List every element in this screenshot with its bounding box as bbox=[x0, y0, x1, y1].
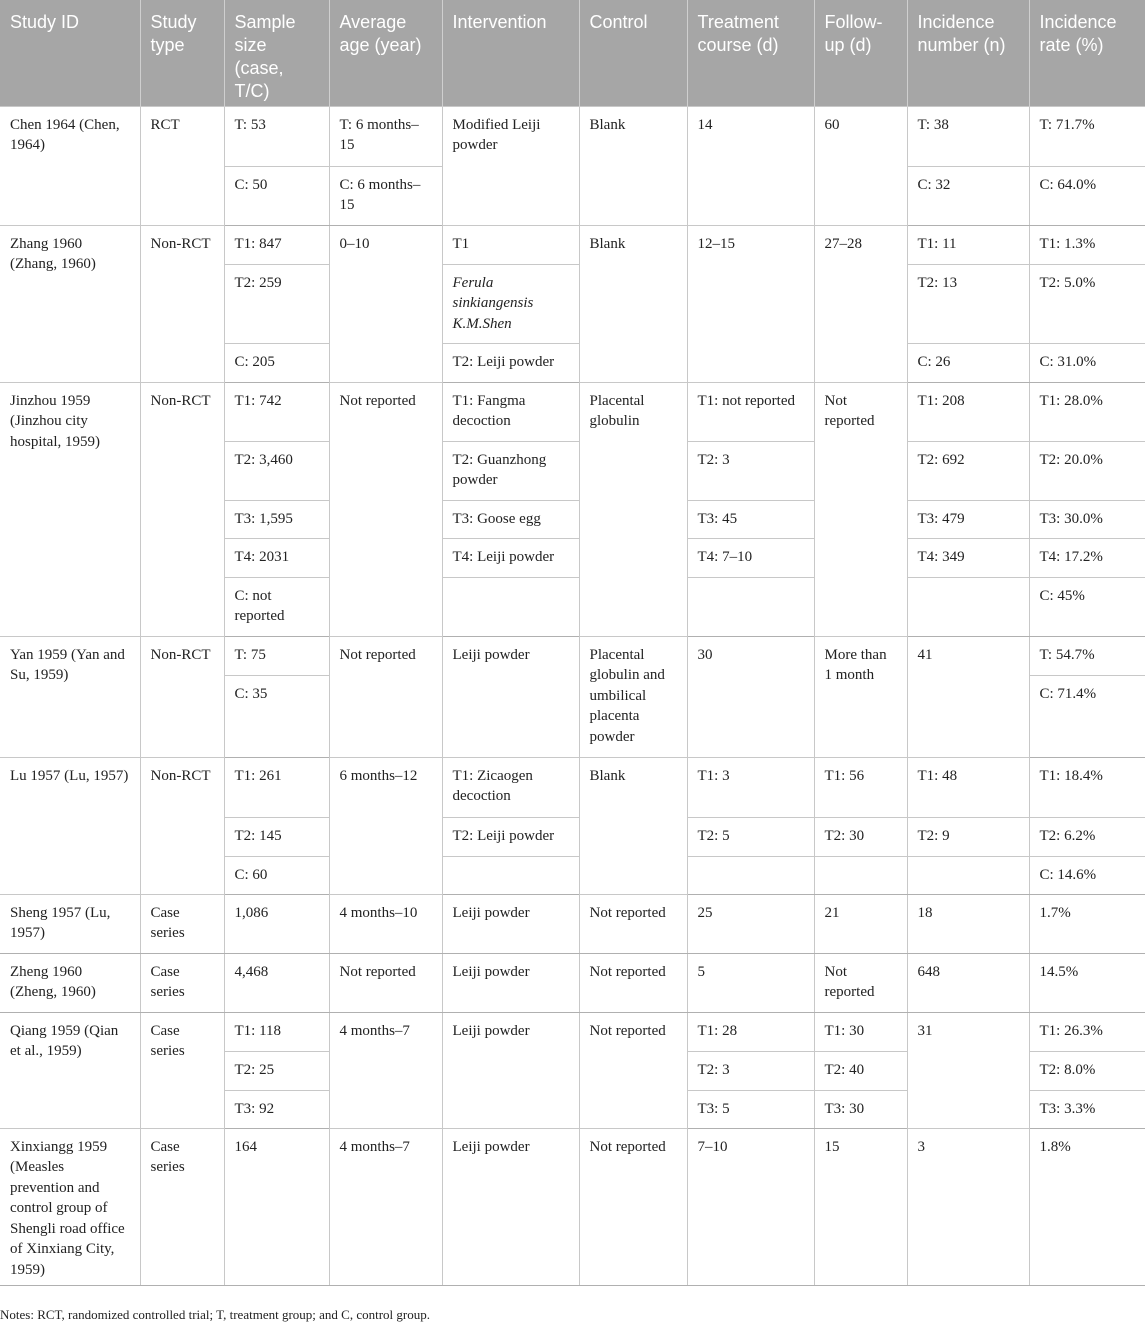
cell-control: Blank bbox=[579, 106, 687, 225]
cell-course: 12–15 bbox=[687, 225, 814, 382]
cell-rate: C: 64.0% bbox=[1029, 166, 1145, 225]
cell-rate: T: 54.7% bbox=[1029, 636, 1145, 675]
header-study-type: Study type bbox=[140, 0, 224, 106]
cell-intervention: Ferula sinkiangensis K.M.Shen bbox=[442, 264, 579, 343]
cell-number: 648 bbox=[907, 953, 1029, 1012]
cell-study-id: Zheng 1960 (Zheng, 1960) bbox=[0, 953, 140, 1012]
cell-sample: C: not reported bbox=[224, 577, 329, 636]
cell-age: Not reported bbox=[329, 953, 442, 1012]
cell-study-id: Sheng 1957 (Lu, 1957) bbox=[0, 894, 140, 953]
cell-intervention: T1: Zicaogen decoction bbox=[442, 757, 579, 817]
cell-intervention: Leiji powder bbox=[442, 894, 579, 953]
cell-study-type: Case series bbox=[140, 1012, 224, 1128]
cell-study-id: Chen 1964 (Chen, 1964) bbox=[0, 106, 140, 225]
cell-sample: 4,468 bbox=[224, 953, 329, 1012]
cell-number: 18 bbox=[907, 894, 1029, 953]
cell-rate: 14.5% bbox=[1029, 953, 1145, 1012]
cell-followup: T1: 30 bbox=[814, 1012, 907, 1051]
cell-sample: T3: 92 bbox=[224, 1090, 329, 1128]
header-average-age: Average age (year) bbox=[329, 0, 442, 106]
cell-rate: T: 71.7% bbox=[1029, 106, 1145, 166]
cell-sample: T1: 847 bbox=[224, 225, 329, 264]
cell-study-type: Case series bbox=[140, 953, 224, 1012]
cell-study-type: Non-RCT bbox=[140, 757, 224, 894]
cell-control: Not reported bbox=[579, 953, 687, 1012]
cell-control: Not reported bbox=[579, 894, 687, 953]
cell-number: T3: 479 bbox=[907, 500, 1029, 538]
cell-intervention: Leiji powder bbox=[442, 1012, 579, 1128]
cell-number: T2: 13 bbox=[907, 264, 1029, 343]
cell-intervention: T1 bbox=[442, 225, 579, 264]
cell-followup: T3: 30 bbox=[814, 1090, 907, 1128]
cell-control: Blank bbox=[579, 757, 687, 894]
cell-intervention bbox=[442, 856, 579, 894]
cell-rate: T2: 5.0% bbox=[1029, 264, 1145, 343]
cell-sample: C: 50 bbox=[224, 166, 329, 225]
cell-sample: T1: 118 bbox=[224, 1012, 329, 1051]
cell-study-type: RCT bbox=[140, 106, 224, 225]
cell-intervention: Leiji powder bbox=[442, 1128, 579, 1285]
table-row bbox=[0, 636, 1145, 675]
cell-number: T2: 692 bbox=[907, 441, 1029, 500]
cell-age: T: 6 months–15 bbox=[329, 106, 442, 166]
cell-rate: T4: 17.2% bbox=[1029, 538, 1145, 577]
cell-sample: C: 205 bbox=[224, 343, 329, 382]
cell-rate: T2: 20.0% bbox=[1029, 441, 1145, 500]
cell-number: T2: 9 bbox=[907, 817, 1029, 856]
cell-rate: C: 71.4% bbox=[1029, 675, 1145, 757]
cell-control: Not reported bbox=[579, 1128, 687, 1285]
cell-age: 4 months–10 bbox=[329, 894, 442, 953]
cell-rate: C: 45% bbox=[1029, 577, 1145, 636]
cell-intervention: T2: Leiji powder bbox=[442, 817, 579, 856]
cell-course: T3: 5 bbox=[687, 1090, 814, 1128]
cell-intervention: T1: Fangma decoction bbox=[442, 382, 579, 441]
cell-followup: T1: 56 bbox=[814, 757, 907, 817]
cell-number: T1: 11 bbox=[907, 225, 1029, 264]
header-follow-up: Follow-up (d) bbox=[814, 0, 907, 106]
header-incidence-rate: Incidence rate (%) bbox=[1029, 0, 1145, 106]
cell-course: T1: not reported bbox=[687, 382, 814, 441]
cell-number: C: 32 bbox=[907, 166, 1029, 225]
cell-control: Placental globulin bbox=[579, 382, 687, 636]
cell-sample: 164 bbox=[224, 1128, 329, 1285]
cell-study-id: Qiang 1959 (Qian et al., 1959) bbox=[0, 1012, 140, 1128]
cell-sample: C: 60 bbox=[224, 856, 329, 894]
cell-course: 5 bbox=[687, 953, 814, 1012]
cell-followup: 21 bbox=[814, 894, 907, 953]
cell-intervention: Modified Leiji powder bbox=[442, 106, 579, 225]
cell-age: 4 months–7 bbox=[329, 1012, 442, 1128]
cell-course: 14 bbox=[687, 106, 814, 225]
header-treatment-course: Treatment course (d) bbox=[687, 0, 814, 106]
cell-intervention: Leiji powder bbox=[442, 953, 579, 1012]
cell-sample: T3: 1,595 bbox=[224, 500, 329, 538]
cell-study-id: Jinzhou 1959 (Jinzhou city hospital, 1959) bbox=[0, 382, 140, 636]
cell-number: T4: 349 bbox=[907, 538, 1029, 577]
table-row bbox=[0, 225, 1145, 264]
header-control: Control bbox=[579, 0, 687, 106]
table-notes: Notes: RCT, randomized controlled trial; T, treatment group; and C, control group. bbox=[0, 1307, 430, 1322]
cell-control: Placental globulin and umbilical placenta powder bbox=[579, 636, 687, 757]
cell-rate: T3: 3.3% bbox=[1029, 1090, 1145, 1128]
cell-study-type: Non-RCT bbox=[140, 382, 224, 636]
cell-followup: 27–28 bbox=[814, 225, 907, 382]
cell-study-id: Zhang 1960 (Zhang, 1960) bbox=[0, 225, 140, 382]
table-row bbox=[0, 1012, 1145, 1051]
header-intervention: Intervention bbox=[442, 0, 579, 106]
header-incidence-number: Incidence number (n) bbox=[907, 0, 1029, 106]
header-sample-size: Sample size (case, T/C) bbox=[224, 0, 329, 106]
cell-sample: T2: 25 bbox=[224, 1051, 329, 1090]
table-row bbox=[0, 953, 1145, 1012]
cell-course bbox=[687, 856, 814, 894]
cell-course: T2: 3 bbox=[687, 1051, 814, 1090]
cell-age: Not reported bbox=[329, 382, 442, 636]
cell-number: C: 26 bbox=[907, 343, 1029, 382]
cell-number: T1: 48 bbox=[907, 757, 1029, 817]
cell-age: C: 6 months–15 bbox=[329, 166, 442, 225]
cell-rate: T2: 6.2% bbox=[1029, 817, 1145, 856]
header-study-id: Study ID bbox=[0, 0, 140, 106]
cell-sample: 1,086 bbox=[224, 894, 329, 953]
cell-number bbox=[907, 577, 1029, 636]
cell-rate: C: 31.0% bbox=[1029, 343, 1145, 382]
cell-intervention bbox=[442, 577, 579, 636]
cell-intervention: T2: Guanzhong powder bbox=[442, 441, 579, 500]
cell-age: 4 months–7 bbox=[329, 1128, 442, 1285]
table-row bbox=[0, 894, 1145, 953]
cell-course: 25 bbox=[687, 894, 814, 953]
cell-number: 31 bbox=[907, 1012, 1029, 1128]
cell-rate: T3: 30.0% bbox=[1029, 500, 1145, 538]
cell-sample: T2: 145 bbox=[224, 817, 329, 856]
cell-rate: 1.7% bbox=[1029, 894, 1145, 953]
cell-sample: T2: 259 bbox=[224, 264, 329, 343]
cell-intervention: T3: Goose egg bbox=[442, 500, 579, 538]
header-row bbox=[0, 0, 1145, 106]
cell-followup: Not reported bbox=[814, 953, 907, 1012]
cell-rate: T2: 8.0% bbox=[1029, 1051, 1145, 1090]
cell-rate: T1: 1.3% bbox=[1029, 225, 1145, 264]
cell-course: 7–10 bbox=[687, 1128, 814, 1285]
cell-study-type: Non-RCT bbox=[140, 225, 224, 382]
cell-sample: T4: 2031 bbox=[224, 538, 329, 577]
cell-followup: Not reported bbox=[814, 382, 907, 636]
cell-study-type: Non-RCT bbox=[140, 636, 224, 757]
cell-rate: T1: 26.3% bbox=[1029, 1012, 1145, 1051]
cell-rate: T1: 28.0% bbox=[1029, 382, 1145, 441]
cell-study-id: Xinxiangg 1959 (Measles prevention and control group of Shengli road office of Xinxiang City, 1959) bbox=[0, 1128, 140, 1285]
cell-followup: 60 bbox=[814, 106, 907, 225]
cell-intervention: T2: Leiji powder bbox=[442, 343, 579, 382]
cell-course bbox=[687, 577, 814, 636]
cell-course: T1: 3 bbox=[687, 757, 814, 817]
table-row bbox=[0, 1128, 1145, 1285]
cell-sample: T1: 261 bbox=[224, 757, 329, 817]
cell-study-id: Lu 1957 (Lu, 1957) bbox=[0, 757, 140, 894]
cell-control: Not reported bbox=[579, 1012, 687, 1128]
cell-intervention: T4: Leiji powder bbox=[442, 538, 579, 577]
cell-sample: C: 35 bbox=[224, 675, 329, 757]
cell-age: Not reported bbox=[329, 636, 442, 757]
cell-number: T1: 208 bbox=[907, 382, 1029, 441]
cell-followup: T2: 40 bbox=[814, 1051, 907, 1090]
cell-followup bbox=[814, 856, 907, 894]
cell-course: T1: 28 bbox=[687, 1012, 814, 1051]
cell-rate: 1.8% bbox=[1029, 1128, 1145, 1285]
table-row bbox=[0, 382, 1145, 441]
cell-number: 3 bbox=[907, 1128, 1029, 1285]
cell-course: T2: 5 bbox=[687, 817, 814, 856]
cell-number: T: 38 bbox=[907, 106, 1029, 166]
cell-control: Blank bbox=[579, 225, 687, 382]
cell-followup: 15 bbox=[814, 1128, 907, 1285]
cell-number bbox=[907, 856, 1029, 894]
cell-age: 0–10 bbox=[329, 225, 442, 382]
cell-course: T4: 7–10 bbox=[687, 538, 814, 577]
cell-sample: T: 75 bbox=[224, 636, 329, 675]
cell-rate: T1: 18.4% bbox=[1029, 757, 1145, 817]
cell-number: 41 bbox=[907, 636, 1029, 757]
cell-study-id: Yan 1959 (Yan and Su, 1959) bbox=[0, 636, 140, 757]
table-row bbox=[0, 106, 1145, 166]
cell-study-type: Case series bbox=[140, 1128, 224, 1285]
cell-intervention: Leiji powder bbox=[442, 636, 579, 757]
cell-sample: T1: 742 bbox=[224, 382, 329, 441]
cell-followup: T2: 30 bbox=[814, 817, 907, 856]
cell-course: T3: 45 bbox=[687, 500, 814, 538]
cell-course: T2: 3 bbox=[687, 441, 814, 500]
cell-sample: T2: 3,460 bbox=[224, 441, 329, 500]
cell-sample: T: 53 bbox=[224, 106, 329, 166]
cell-study-type: Case series bbox=[140, 894, 224, 953]
cell-course: 30 bbox=[687, 636, 814, 757]
cell-rate: C: 14.6% bbox=[1029, 856, 1145, 894]
cell-followup: More than 1 month bbox=[814, 636, 907, 757]
cell-age: 6 months–12 bbox=[329, 757, 442, 894]
table-row bbox=[0, 757, 1145, 817]
